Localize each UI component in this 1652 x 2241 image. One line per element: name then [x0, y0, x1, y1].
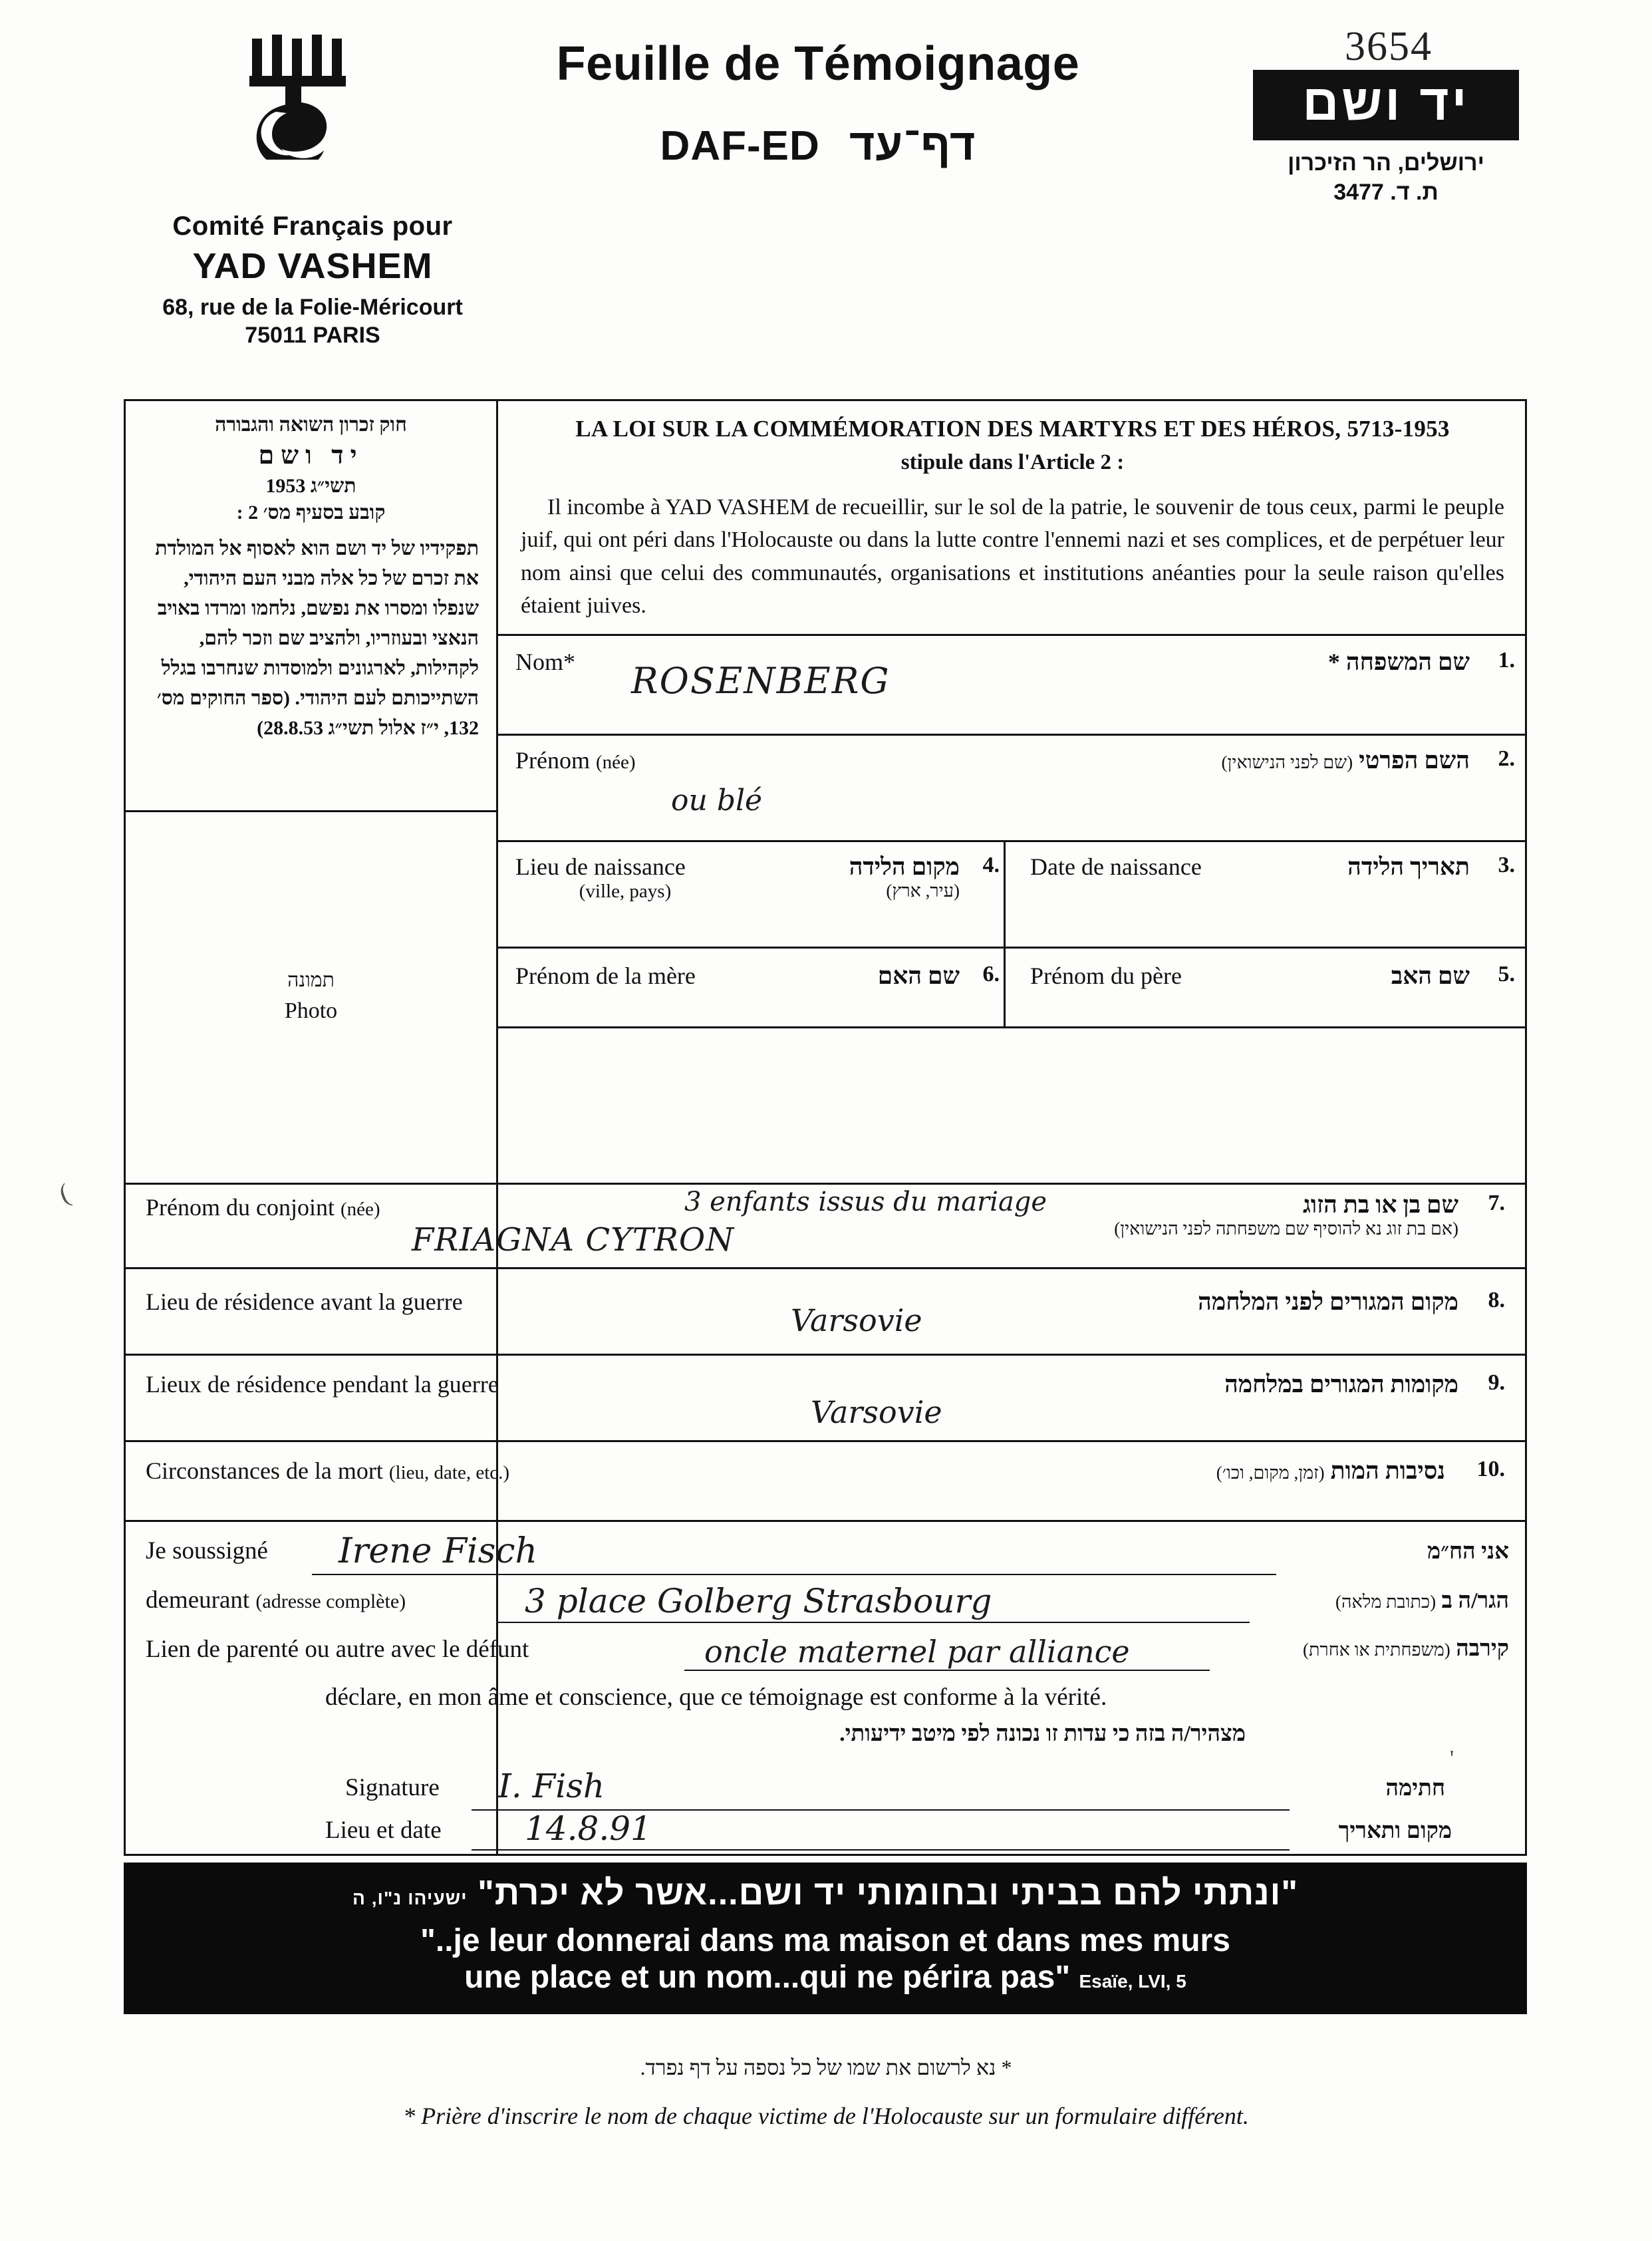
field-row-conjoint[interactable]: [126, 1183, 1525, 1269]
field-row-residence-pendant[interactable]: [126, 1356, 1525, 1442]
label-lieu-date: Lieu et date: [325, 1817, 442, 1844]
logo-sub-line1: ירושלים, הר הזיכרון: [1288, 150, 1484, 176]
label-date-naissance-he: תאריך הלידה: [1347, 853, 1470, 881]
label-demeurant-he-main: הגר/ה ב: [1441, 1588, 1509, 1613]
label-demeurant-note: (adresse complète): [255, 1590, 406, 1612]
label-circonstances-he: [1216, 1457, 1445, 1485]
value-soussigne: Irene Fisch: [339, 1531, 537, 1571]
field-row-nom[interactable]: [498, 636, 1527, 736]
label-residence-pendant-he: מקומות המגורים במלחמה: [1224, 1371, 1458, 1398]
field-number-8: 8.: [1488, 1288, 1505, 1312]
footnote-french: * Prière d'inscrire le nom de chaque victime de l'Holocauste sur un formulaire différent.: [403, 2103, 1249, 2129]
label-conjoint-he: [1114, 1191, 1458, 1239]
label-lieu-date-he: מקום ותאריך: [1338, 1819, 1452, 1843]
law-french: [498, 401, 1527, 636]
label-lieu-naissance-fr-main: Lieu de naissance: [515, 853, 686, 881]
field-row-circonstances[interactable]: [126, 1442, 1525, 1522]
value-residence-avant: Varsovie: [791, 1302, 922, 1338]
field-number-1: 1.: [1498, 648, 1515, 673]
page-header: [0, 20, 1652, 366]
label-date-naissance-fr: Date de naissance: [1030, 853, 1202, 881]
reference-number: 3654: [1345, 24, 1433, 69]
value-nom: ROSENBERG: [631, 660, 891, 702]
quote-french-line2-text: une place et un nom...qui ne périra pas": [464, 1960, 1071, 1996]
rule-lieu-date: [472, 1849, 1290, 1851]
label-lieu-naissance-fr: [515, 853, 735, 903]
photo-label-french: Photo: [284, 998, 338, 1023]
committee-line2: YAD VASHEM: [192, 246, 433, 286]
quote-french-source: Esaïe, LVI, 5: [1079, 1971, 1186, 1992]
value-conjoint-note: 3 enfants issus du mariage: [684, 1187, 1047, 1217]
label-prenom-mere-he: שם האם: [877, 963, 960, 990]
logo-mark: יד ושם: [1253, 70, 1519, 140]
rule-demeurant: [498, 1622, 1250, 1623]
value-signature: I. Fish: [498, 1767, 605, 1805]
label-demeurant-main: demeurant: [146, 1586, 250, 1614]
value-conjoint: FRIAGNA CYTRON: [412, 1221, 735, 1259]
footnote-hebrew: * נא לרשום את שמו של כל נספה על דף נפרד.: [640, 2055, 1012, 2079]
label-residence-avant-he: מקום המגורים לפני המלחמה: [1198, 1288, 1458, 1315]
rule-soussigne: [312, 1574, 1276, 1575]
field-number-5: 5.: [1498, 962, 1515, 987]
label-prenom-he-note: (שם לפני הנישואין): [1221, 752, 1353, 773]
law-fr-paragraph: Il incombe à YAD VASHEM de recueillir, sur le sol de la patrie, le souvenir de tous ceux, parmi le peuple juif, qui ont péri dans l'Holocauste ou dans la lutte contre l'ennemi nazi et ses complices, et de perpétuer leur nom ainsi que celui des communautés, organisations et institutions anéanties pour la seule raison qu'elles étaient juives.: [521, 495, 1504, 618]
quote-hebrew-text: "ונתתי להם בביתי ובחומותי יד ושם...אשר לא יכרת": [478, 1874, 1298, 1912]
label-prenom-pere-fr: Prénom du père: [1030, 963, 1182, 990]
label-signature: Signature: [345, 1774, 440, 1801]
field-row-residence-avant[interactable]: [126, 1269, 1525, 1356]
quote-hebrew: [124, 1873, 1527, 1913]
label-conjoint-fr-main: Prénom du conjoint: [146, 1194, 335, 1221]
label-lieu-naissance-he-main: מקום הלידה: [849, 853, 960, 881]
label-prenom-he-main: השם הפרטי: [1359, 747, 1470, 774]
menorah-icon: [236, 33, 369, 160]
daf-ed-hebrew: דף־עד: [849, 120, 976, 169]
logo-sub-line2: ת. ד. 3477: [1333, 180, 1439, 206]
stray-mark-left: (: [55, 1177, 74, 1209]
law-he-title2: יד ושם: [258, 441, 364, 470]
photo-placeholder: [126, 810, 496, 1183]
label-residence-avant-fr: Lieu de résidence avant la guerre: [146, 1288, 463, 1315]
quote-french-line2: [124, 1959, 1527, 1996]
law-hebrew: [126, 401, 496, 750]
law-fr-heading2: stipule dans l'Article 2 :: [900, 450, 1125, 474]
label-prenom-he: [1222, 746, 1470, 774]
page-title: Feuille de Témoignage: [556, 37, 1080, 90]
committee-line1: Comité Français pour: [172, 212, 453, 241]
field-row-parents[interactable]: [498, 949, 1527, 1028]
field-number-3: 3.: [1498, 853, 1515, 878]
field-row-prenom[interactable]: [498, 736, 1527, 842]
photo-label-hebrew: תמונה: [287, 969, 335, 991]
label-signature-he: חתימה: [1385, 1776, 1445, 1801]
field-number-4: 4.: [982, 853, 1000, 878]
field-number-10: 10.: [1476, 1457, 1505, 1481]
yad-vashem-logo: [1253, 70, 1519, 207]
quote-hebrew-source: ישעיהו נ"ו, ה: [352, 1888, 468, 1908]
field-number-6: 6.: [982, 962, 1000, 987]
label-conjoint-fr-note: (née): [340, 1199, 380, 1220]
value-lien: oncle maternel par alliance: [704, 1634, 1130, 1670]
form-title: [466, 37, 1170, 170]
committee-line4: 75011 PARIS: [245, 323, 380, 348]
label-prenom-fr-main: Prénom: [515, 747, 590, 774]
label-prenom-mere-fr: Prénom de la mère: [515, 963, 696, 990]
field-number-2: 2.: [1498, 746, 1515, 772]
label-residence-pendant-fr: Lieux de résidence pendant la guerre: [146, 1371, 499, 1398]
label-demeurant: [146, 1586, 406, 1614]
label-lien: Lien de parenté ou autre avec le défunt: [146, 1636, 529, 1663]
label-lien-he-main: קירבה: [1456, 1636, 1509, 1661]
declaration-block[interactable]: [126, 1522, 1525, 1856]
stray-mark-right: ': [1450, 1746, 1454, 1771]
declare-french: déclare, en mon âme et conscience, que ce témoignage est conforme à la vérité.: [325, 1684, 1107, 1711]
field-number-9: 9.: [1488, 1370, 1505, 1395]
label-lieu-naissance-he: [849, 853, 960, 901]
committee-address: [113, 210, 512, 350]
value-residence-pendant: Varsovie: [811, 1394, 942, 1430]
label-lien-he-note: (משפחתית או אחרת): [1302, 1640, 1450, 1660]
parents-cell-divider: [1004, 949, 1006, 1026]
label-circonstances-fr-main: Circonstances de la mort: [146, 1457, 383, 1484]
label-demeurant-he-note: (כתובת מלאה): [1335, 1592, 1437, 1612]
label-soussigne-he: אני הח״מ: [1427, 1539, 1509, 1564]
law-he-title3: תשי״ג 1953: [265, 474, 356, 497]
law-he-body: תפקידיו של יד ושם הוא לאסוף אל המולדת את זכרם של כל אלה מבני העם היהודי, שנפלו ומסרו את נפשם, נלחמו ומרדו באויב הנאצי ובעוזריו, ולהציב שם וזכר להם, לקהילות, לארגונים ולמוסדות שנחרבו בגלל השתייכותם לעם היהודי. (ספר החוקים מס׳ 132, י״ז אלול תשי״ג 28.8.53): [155, 537, 479, 739]
value-lieu-date: 14.8.91: [525, 1809, 652, 1848]
label-prenom-fr: [515, 746, 636, 774]
quote-banner: [124, 1863, 1527, 2014]
label-nom-fr: Nom*: [515, 649, 575, 676]
rule-lien: [684, 1670, 1210, 1671]
label-circonstances-fr: [146, 1457, 509, 1485]
value-demeurant: 3 place Golberg Strasbourg: [525, 1582, 992, 1620]
form-title-daf: [466, 119, 1170, 170]
birth-cell-divider: [1004, 842, 1006, 947]
daf-ed-latin: DAF-ED: [660, 123, 820, 169]
label-lieu-naissance-he-note: (עיר, ארץ): [886, 881, 960, 901]
declare-hebrew: מצהיר/ה בזה כי עדות זו נכונה לפי מיטב ידיעותי.: [839, 1721, 1246, 1746]
field-number-7: 7.: [1488, 1191, 1505, 1215]
quote-french: [124, 1922, 1527, 1996]
committee-line3: 68, rue de la Folie-Méricourt: [162, 294, 463, 320]
label-soussigne: Je soussigné: [146, 1537, 268, 1565]
law-he-title1: חוק זכרון השואה והגבורה: [215, 414, 407, 436]
field-row-birth[interactable]: [498, 842, 1527, 949]
label-conjoint-he-main: שם בן או בת הזוג: [1303, 1191, 1458, 1218]
label-circonstances-he-note: (זמן, מקום, וכו׳): [1216, 1463, 1325, 1483]
label-lieu-naissance-fr-note: (ville, pays): [579, 881, 672, 903]
label-demeurant-he: [1335, 1588, 1509, 1614]
form-frame: [124, 399, 1527, 1856]
label-circonstances-he-main: נסיבות המות: [1330, 1457, 1445, 1484]
value-prenom: ou blé: [671, 784, 763, 818]
label-conjoint-he-note: (אם בת זוג נא להוסיף שם משפחתה לפני הנישואין): [1114, 1219, 1458, 1239]
label-prenom-fr-note: (née): [596, 752, 636, 774]
label-conjoint-fr: [146, 1193, 380, 1221]
quote-french-line1: "..je leur donnerai dans ma maison et dans mes murs: [420, 1923, 1230, 1958]
law-he-title4: קובע בסעיף מס׳ 2 :: [236, 502, 386, 524]
law-fr-heading1: LA LOI SUR LA COMMÉMORATION DES MARTYRS ET DES HÉROS, 5713-1953: [575, 416, 1450, 442]
label-circonstances-fr-note: (lieu, date, etc.): [388, 1462, 510, 1483]
label-prenom-pere-he: שם האב: [1391, 963, 1470, 990]
label-nom-he: שם המשפחה *: [1327, 649, 1470, 676]
label-lien-he: [1303, 1636, 1509, 1662]
